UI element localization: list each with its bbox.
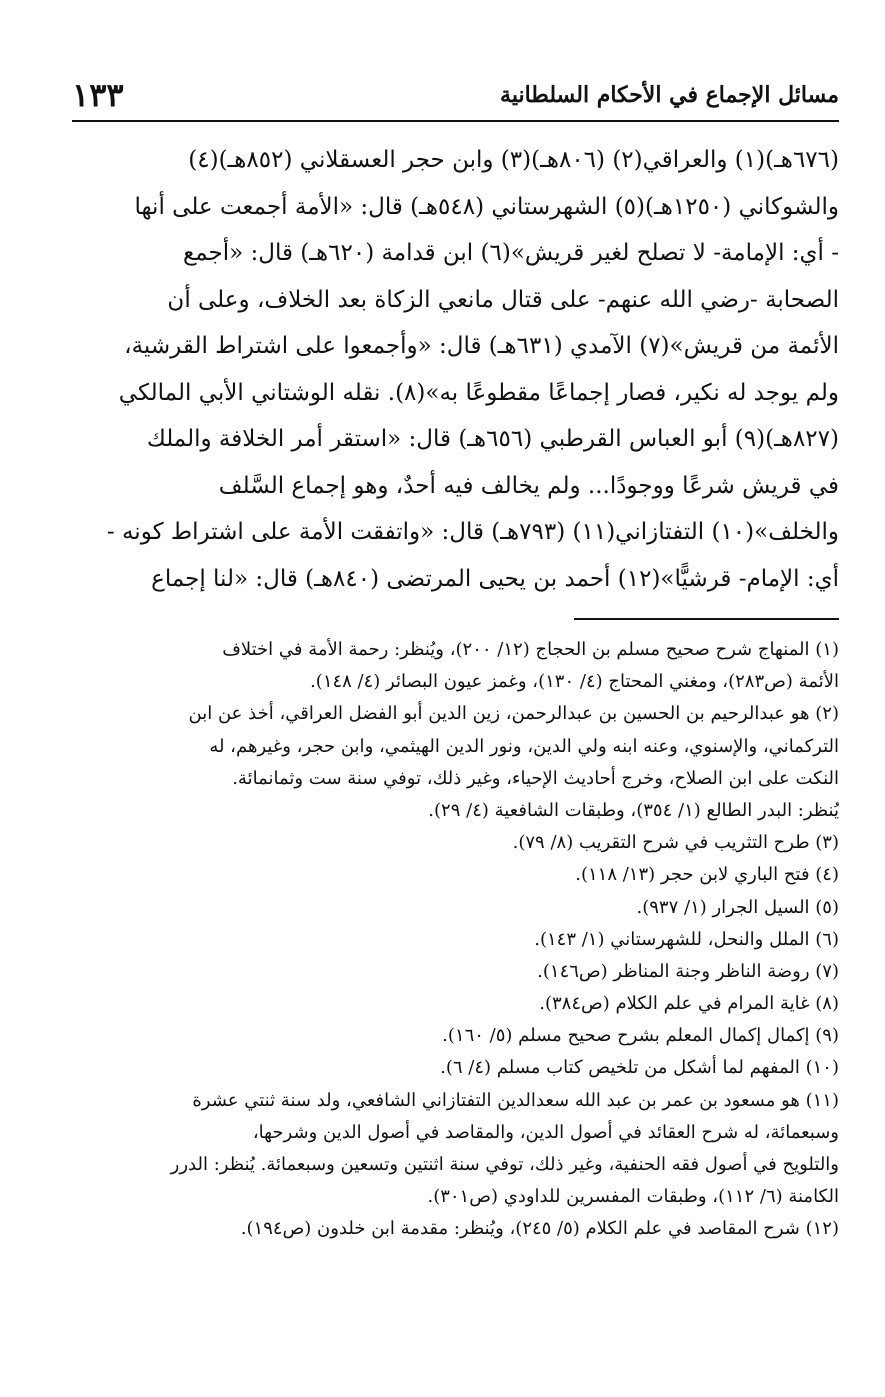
footnote-line: (٨) غاية المرام في علم الكلام (ص٣٨٤). [539,993,839,1015]
footnote-line: والتلويح في أصول فقه الحنفية، وغير ذلك، توفي سنة اثنتين وتسعين وسبعمائة. يُنظر: الدرر [170,1154,839,1175]
text-line: والشوكاني (١٢٥٠هـ)(٥) الشهرستاني (٥٤٨هـ) قال: «الأمة أجمعت على أنها [134,193,839,220]
footnote-line: (٢) هو عبدالرحيم بن الحسين بن عبدالرحمن، زين الدين أبو الفضل العراقي، أخذ عن ابن [188,703,839,725]
text-line: الأئمة من قريش»(٧) الآمدي (٦٣١هـ) قال: «وأجمعوا على اشتراط القرشية، [124,333,839,359]
header-rule [72,120,839,122]
footnote-line: (٧) روضة الناظر وجنة المناظر (ص١٤٦). [537,960,839,982]
footnote-line: (٥) السيل الجرار (١/ ٩٣٧). [636,896,839,918]
footnote-line: الأئمة (ص٢٨٣)، ومغني المحتاج (٤/ ١٣٠)، وغمز عيون البصائر (٤/ ١٤٨). [310,671,839,693]
footnote-line: الكامنة (٦/ ١١٢)، وطبقات المفسرين للداودي (ص٣٠١). [427,1186,839,1208]
footnote-line: (٤) فتح الباري لابن حجر (١٣/ ١١٨). [575,864,839,886]
footnote-line: النكت على ابن الصلاح، وخرج أحاديث الإحياء، وغير ذلك، توفي سنة ست وثمانمائة. [232,767,839,789]
text-line: ولم يوجد له نكير، فصار إجماعًا مقطوعًا به»(٨). نقله الوشتاني الأبي المالكي [118,379,839,406]
footnote-line: وسبعمائة، له شرح العقائد في أصول الدين، والمقاصد في أصول الدين وشرحها، [252,1121,839,1143]
footnote-line: (٩) إكمال إكمال المعلم بشرح صحيح مسلم (٥/ ١٦٠). [442,1025,839,1047]
footnote-line: (١) المنهاج شرح صحيح مسلم بن الحجاج (١٢/ ٢٠٠)، ويُنظر: رحمة الأمة في اختلاف [222,639,839,660]
text-line: الصحابة -رضي الله عنهم- على قتال مانعي الزكاة بعد الخلاف، وعلى أن [167,286,839,313]
footnote-line: التركماني، والإسنوي، وعنه ابنه ولي الدين، ونور الدين الهيثمي، وابن حجر، وغيرهم، له [209,735,839,757]
footnote-line: (١١) هو مسعود بن عمر بن عبد الله سعدالدين التفتازاني الشافعي، ولد سنة ثنتي عشرة [192,1089,839,1111]
footnote-line: يُنظر: البدر الطالع (١/ ٣٥٤)، وطبقات الشافعية (٤/ ٢٩). [428,799,839,821]
footnotes [72,634,839,1246]
page-number: ١٣٣ [72,76,124,114]
text-line: - أي: الإمامة- لا تصلح لغير قريش»(٦) ابن قدامة (٦٢٠هـ) قال: «أجمع [182,240,839,266]
text-line: والخلف»(١٠) التفتازاني(١١) (٧٩٣هـ) قال: «واتفقت الأمة على اشتراط كونه - [106,519,839,545]
footnote-line: (٣) طرح التثريب في شرح التقريب (٨/ ٧٩). [512,832,839,854]
footnote-line: (١٢) شرح المقاصد في علم الكلام (٥/ ٢٤٥)، ويُنظر: مقدمة ابن خلدون (ص١٩٤). [240,1218,839,1240]
text-line: أي: الإمام- قرشيًّا»(١٢) أحمد بن يحيى المرتضى (٨٤٠هـ) قال: «لنا إجماع [151,565,839,592]
running-title: مسائل الإجماع في الأحكام السلطانية [500,82,839,108]
footnote-line: (٦) الملل والنحل، للشهرستاني (١/ ١٤٣). [534,928,839,950]
main-text [72,137,839,602]
page-header [72,72,839,120]
text-line: (٦٧٦هـ)(١) والعراقي(٢) (٨٠٦هـ)(٣) وابن حجر العسقلاني (٨٥٢هـ)(٤) [188,147,839,173]
footnote-line: (١٠) المفهم لما أشكل من تلخيص كتاب مسلم (٤/ ٦). [440,1057,839,1079]
footnote-separator [574,618,839,620]
text-line: في قريش شرعًا ووجودًا... ولم يخالف فيه أحدٌ، وهو إجماع السَّلف [218,472,839,499]
text-line: (٨٢٧هـ)(٩) أبو العباس القرطبي (٦٥٦هـ) قال: «استقر أمر الخلافة والملك [146,426,839,452]
